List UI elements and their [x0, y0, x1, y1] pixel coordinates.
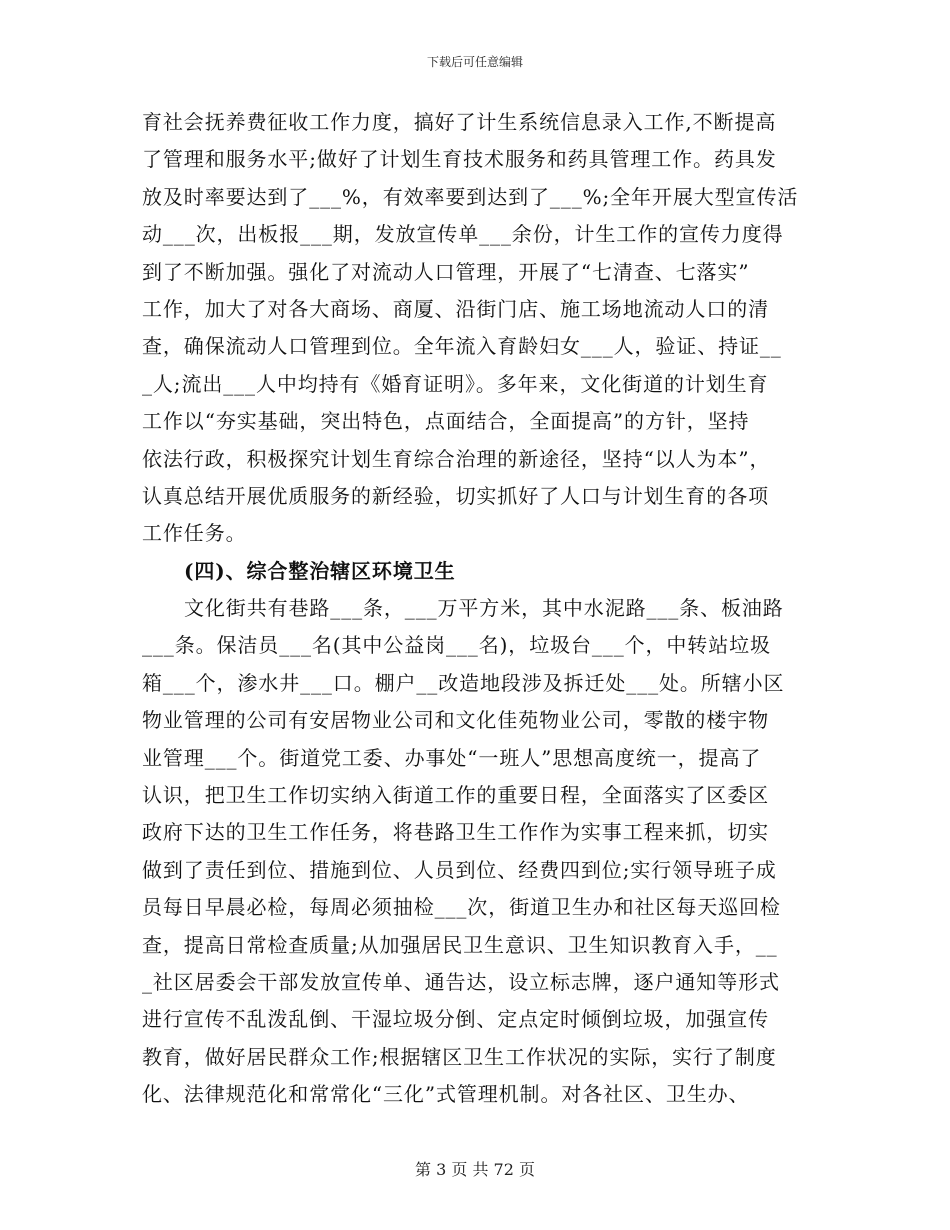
- text-line: _社区居委会干部发放宣传单、通告达，设立标志牌，逐户通知等形式: [142, 969, 780, 994]
- text-line: ___条。保洁员___名(其中公益岗___名)，垃圾台___个，中转站垃圾: [142, 633, 771, 658]
- text-line: 认识，把卫生工作切实纳入街道工作的重要日程，全面落实了区委区: [142, 783, 769, 808]
- text-line: 动___次，出板报___期，发放宣传单___余份，计生工作的宣传力度得: [142, 222, 784, 247]
- text-line: 工作以“夯实基础，突出特色，点面结合，全面提高”的方针，坚持: [142, 409, 750, 434]
- text-line: 文化街共有巷路___条，___万平方米，其中水泥路___条、板油路: [184, 596, 784, 621]
- section-heading: (四)、综合整治辖区环境卫生: [184, 558, 456, 583]
- text-line: 育社会抚养费征收工作力度，搞好了计生系统信息录入工作,不断提高: [142, 110, 777, 134]
- text-line: 工作，加大了对各大商场、商厦、沿街门店、施工场地流动人口的清: [142, 296, 769, 321]
- text-line: 化、法律规范化和常常化“三化”式管理机制。对各社区、卫生办、: [142, 1082, 750, 1107]
- text-line: 查，确保流动人口管理到位。全年流入育龄妇女___人，验证、持证__: [142, 334, 782, 359]
- text-line: 箱___个，渗水井___口。棚户__改造地段涉及拆迁处___处。所辖小区: [142, 670, 785, 695]
- page-header: 下载后可任意编辑: [426, 55, 523, 69]
- text-line: 业管理___个。街道党工委、办事处“一班人”思想高度统一，提高了: [142, 745, 762, 770]
- text-line: 员每日早晨必检，每周必须抽检___次，街道卫生办和社区每天巡回检: [142, 895, 781, 920]
- document-body: [142, 104, 812, 1114]
- text-line: 工作任务。: [142, 521, 247, 546]
- text-line: 放及时率要达到了___%，有效率要到达到了___%;全年开展大型宣传活: [142, 184, 799, 209]
- text-line: _人;流出___人中均持有《婚育证明》。多年来，文化街道的计划生育: [142, 371, 769, 396]
- paragraph-1: [142, 104, 812, 553]
- text-line: 做到了责任到位、措施到位、人员到位、经费四到位;实行领导班子成: [142, 857, 777, 882]
- text-line: 认真总结开展优质服务的新经验，切实抓好了人口与计划生育的各项: [142, 483, 769, 508]
- text-line: 政府下达的卫生工作任务，将巷路卫生工作作为实事工程来抓，切实: [142, 820, 769, 845]
- text-line: 依法行政，积极探究计划生育综合治理的新途径，坚持“以人为本”，: [142, 446, 771, 471]
- text-line: 物业管理的公司有安居物业公司和文化佳苑物业公司，零散的楼宇物: [142, 708, 769, 733]
- page-footer: 第 3 页 共 72 页: [415, 1160, 535, 1179]
- text-line: 教育，做好居民群众工作;根据辖区卫生工作状况的实际，实行了制度: [142, 1044, 777, 1069]
- text-line: 了管理和服务水平;做好了计划生育技术服务和药具管理工作。药具发: [142, 147, 777, 172]
- paragraph-2: [142, 590, 812, 1113]
- text-line: 到了不断加强。强化了对流动人口管理，开展了“七清查、七落实”: [142, 259, 750, 284]
- text-line: 查，提高日常检查质量;从加强居民卫生意识、卫生知识教育入手，__: [142, 932, 778, 957]
- text-line: 进行宣传不乱泼乱倒、干湿垃圾分倒、定点定时倾倒垃圾，加强宣传: [142, 1007, 769, 1032]
